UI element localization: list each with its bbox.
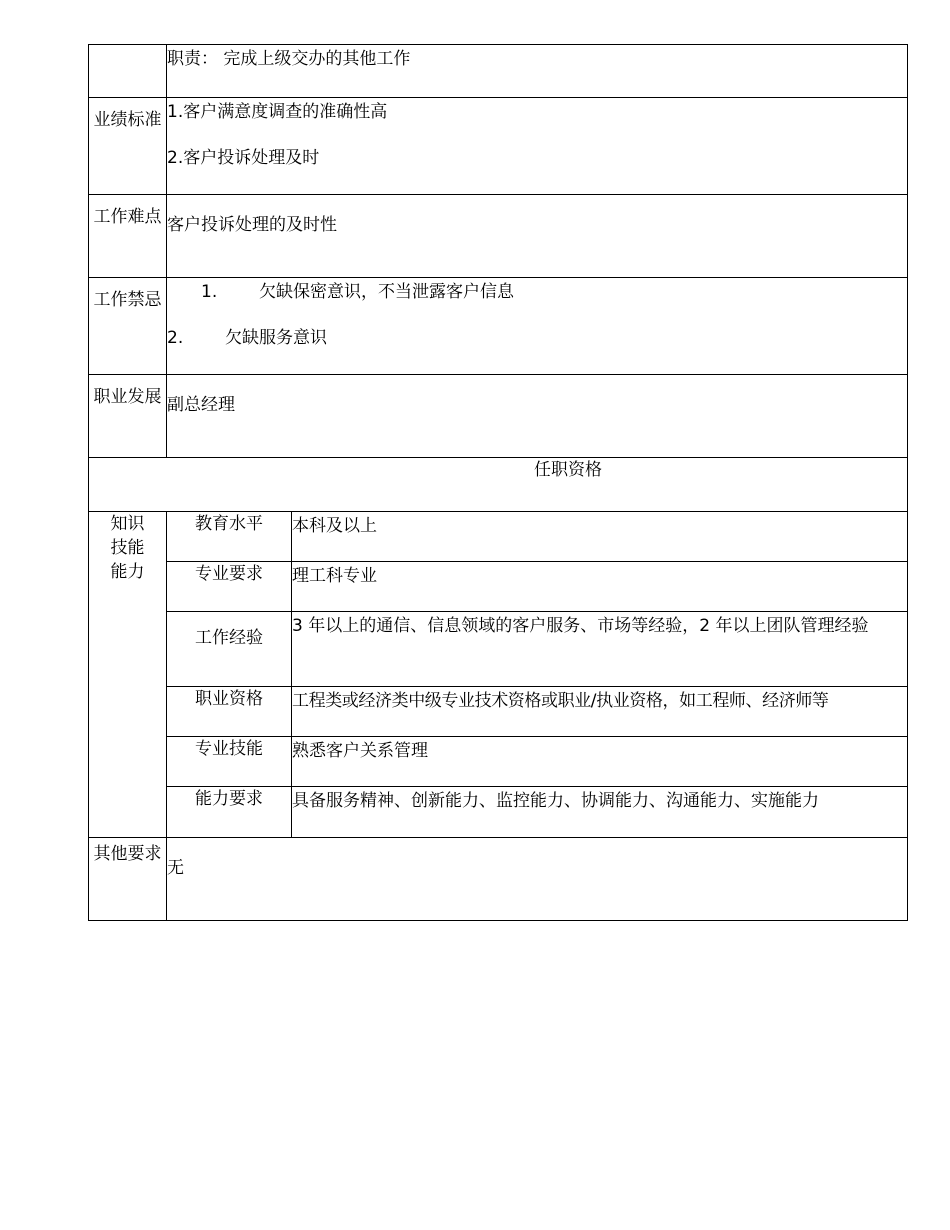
qual-value-skill (292, 737, 908, 787)
qual-value-education-text: 本科及以上 (292, 516, 377, 536)
duty-label-cell (89, 45, 167, 98)
performance-row (89, 98, 908, 195)
other-cell (167, 838, 908, 921)
qualification-header-row (89, 458, 908, 512)
career-row (89, 375, 908, 458)
qual-value-major-text: 理工科专业 (292, 566, 377, 586)
performance-item-1: 1.客户满意度调查的准确性高 (167, 102, 388, 122)
duty-text: 职责： 完成上级交办的其他工作 (167, 49, 411, 69)
qual-value-certification-text: 工程类或经济类中级专业技术资格或职业/执业资格，如工程师、经济师等 (292, 691, 829, 711)
other-text: 无 (167, 858, 184, 878)
qual-value-experience (292, 612, 908, 687)
other-row (89, 838, 908, 921)
career-label: 职业发展 (89, 375, 167, 458)
qual-row-ability (89, 787, 908, 838)
taboo-label: 工作禁忌 (89, 278, 167, 375)
difficulty-text: 客户投诉处理的及时性 (167, 215, 337, 235)
other-label: 其他要求 (89, 838, 167, 921)
qual-name-certification: 职业资格 (167, 687, 292, 737)
difficulty-cell (167, 195, 908, 278)
qual-value-major (292, 562, 908, 612)
qual-name-major: 专业要求 (167, 562, 292, 612)
job-description-table (88, 44, 908, 921)
taboo-item-2 (167, 326, 907, 350)
qual-value-skill-text: 熟悉客户关系管理 (292, 741, 428, 761)
career-text: 副总经理 (167, 395, 235, 415)
taboo-cell (167, 278, 908, 375)
qual-value-experience-text: 3 年以上的通信、信息领域的客户服务、市场等经验，2 年以上团队管理经验 (292, 616, 869, 636)
career-cell (167, 375, 908, 458)
taboo-item-1 (167, 280, 907, 304)
qual-row-education (89, 512, 908, 562)
qual-value-certification (292, 687, 908, 737)
qual-name-skill: 专业技能 (167, 737, 292, 787)
qual-name-experience: 工作经验 (167, 612, 292, 687)
taboo-row (89, 278, 908, 375)
difficulty-label: 工作难点 (89, 195, 167, 278)
performance-label: 业绩标准 (89, 98, 167, 195)
taboo-item-2-text: 欠缺服务意识 (225, 328, 327, 348)
qual-value-ability-text: 具备服务精神、创新能力、监控能力、协调能力、沟通能力、实施能力 (292, 791, 819, 811)
qualification-title (89, 458, 908, 512)
qual-name-ability: 能力要求 (167, 787, 292, 838)
qualification-title-text: 任职资格 (534, 460, 602, 480)
performance-item-2: 2.客户投诉处理及时 (167, 148, 320, 168)
duty-cell (167, 45, 908, 98)
taboo-item-2-num: 2. (167, 328, 184, 348)
qual-value-ability (292, 787, 908, 838)
performance-cell (167, 98, 908, 195)
qual-row-major (89, 562, 908, 612)
qual-value-education (292, 512, 908, 562)
qual-row-experience (89, 612, 908, 687)
qual-row-certification (89, 687, 908, 737)
knowledge-skill-label: 知识技能能力 (89, 512, 167, 838)
qual-name-education: 教育水平 (167, 512, 292, 562)
taboo-item-1-text: 欠缺保密意识，不当泄露客户信息 (259, 282, 514, 302)
qual-row-skill (89, 737, 908, 787)
duty-row (89, 45, 908, 98)
taboo-item-1-num: 1. (201, 282, 218, 302)
difficulty-row (89, 195, 908, 278)
